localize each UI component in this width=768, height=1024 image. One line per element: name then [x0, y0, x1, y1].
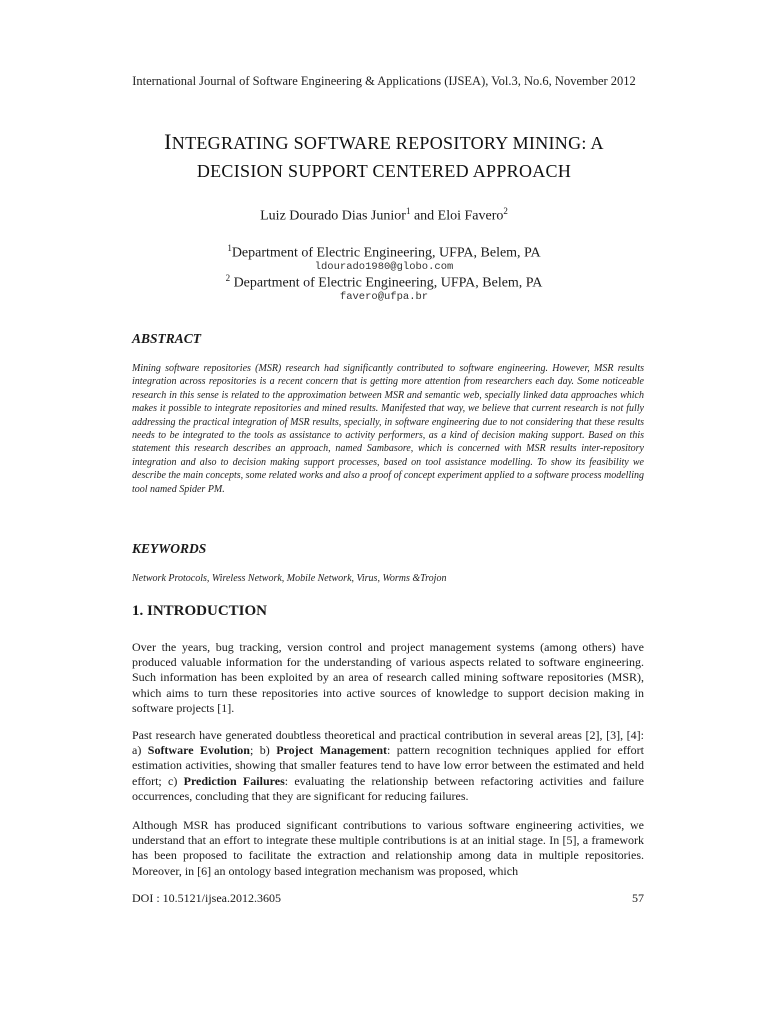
keywords-heading: KEYWORDS — [132, 541, 207, 556]
intro-paragraph-1: Over the years, bug tracking, version control and project management systems (among others) have produced valuable information for the understanding of various aspects related to software engineering. Such information has been exploited by an area of research called mining software repositories (MSR), which aims to turn these repositories into active sources of knowledge to support decision making in software projects [1]. — [132, 640, 644, 715]
keywords-body: Network Protocols, Wireless Network, Mobile Network, Virus, Worms &Trojon — [132, 573, 447, 584]
p2-text-2: ; b) — [249, 743, 277, 758]
p2-text-1: Past research have generated doubtless theoretical and practical contribution in several areas [2], [3], [4]: a) — [132, 728, 644, 758]
journal-header: International Journal of Software Engineering & Applications (IJSEA), Vol.3, No.6, November 2012 — [132, 74, 636, 88]
p2-text-4: : evaluating the relationship between refactoring activities and failure occurrences, concluding that they are significant for reducing failures. — [132, 773, 644, 803]
title-line-1 — [80, 128, 688, 157]
affiliation-1-email[interactable]: ldourado1980@globo.com — [314, 261, 454, 273]
affiliation-2-text: Department of Electric Engineering, UFPA, Belem, PA — [230, 275, 543, 291]
footer-doi: DOI : 10.5121/ijsea.2012.3605 — [132, 891, 281, 905]
abstract-body: Mining software repositories (MSR) research had significantly contributed to software engineering. However, MSR results integration across repositories is a recent concern that is getting more attention from researchers each day. Some noticeable research in this sense is related to the approximation between MSR and semantic web, specially linked data approaches which makes it possible to integrate repositories and mined results. Manifested that way, we believe that current research is not fully addressing the practical integration of MSR results, specially, in software engineering due to not considering that these results needs to be integrated to the tools as assistance to activity performers, as a kind of decision making support. Based on this statement this research describes an approach, named Sambasore, which is concerned with MSR results inter-repository integration and also to decision making support processes, based on tool assistance modelling. To show its feasibility we describe the main concepts, some related works and also a proof of concept experiment applied to a software process modelling tool named Spider PM. — [132, 363, 644, 495]
affiliation-2-email[interactable]: favero@ufpa.br — [339, 291, 429, 303]
affiliation-1-sup: 1 — [227, 243, 232, 253]
abstract-heading: ABSTRACT — [132, 331, 202, 346]
author-2: Eloi Favero — [437, 208, 504, 224]
affiliation-1-text: Department of Electric Engineering, UFPA, Belem, PA — [231, 245, 541, 261]
paper-title — [80, 128, 688, 185]
p2-bold-prediction-failures: Prediction Failures — [183, 773, 285, 788]
p2-bold-software-evolution: Software Evolution — [147, 743, 250, 758]
affiliation-1 — [0, 243, 768, 262]
intro-paragraph-3: Although MSR has produced significant contributions to various software engineering activities, we understand that an effort to integrate these multiple contributions is at an initial stage. In [5], a framework has been proposed to facilitate the extraction and relationship among data in multiple repositories. Moreover, in [6] an ontology based integration mechanism was proposed, which — [132, 818, 644, 878]
affiliation-2 — [0, 273, 768, 292]
page-number: 57 — [632, 891, 644, 905]
author-conjunction: and — [410, 208, 438, 224]
title-initial: I — [164, 129, 172, 154]
title-line-1-rest: NTEGRATING SOFTWARE REPOSITORY MINING: A — [171, 133, 604, 153]
affiliation-2-sup: 2 — [225, 273, 231, 283]
p2-text-3: : pattern recognition techniques applied for effort estimation activities, showing that smaller features tend to have low error between the estimated and held effort; c) — [132, 743, 644, 788]
author-1-sup: 1 — [405, 206, 411, 216]
authors — [0, 206, 768, 225]
author-1: Luiz Dourado Dias Junior — [260, 208, 406, 224]
title-line-2: DECISION SUPPORT CENTERED APPROACH — [196, 161, 572, 181]
p2-bold-project-management: Project Management — [276, 743, 388, 758]
author-2-sup: 2 — [503, 206, 508, 216]
intro-paragraph-2 — [132, 728, 644, 804]
introduction-heading: 1. INTRODUCTION — [132, 603, 268, 619]
